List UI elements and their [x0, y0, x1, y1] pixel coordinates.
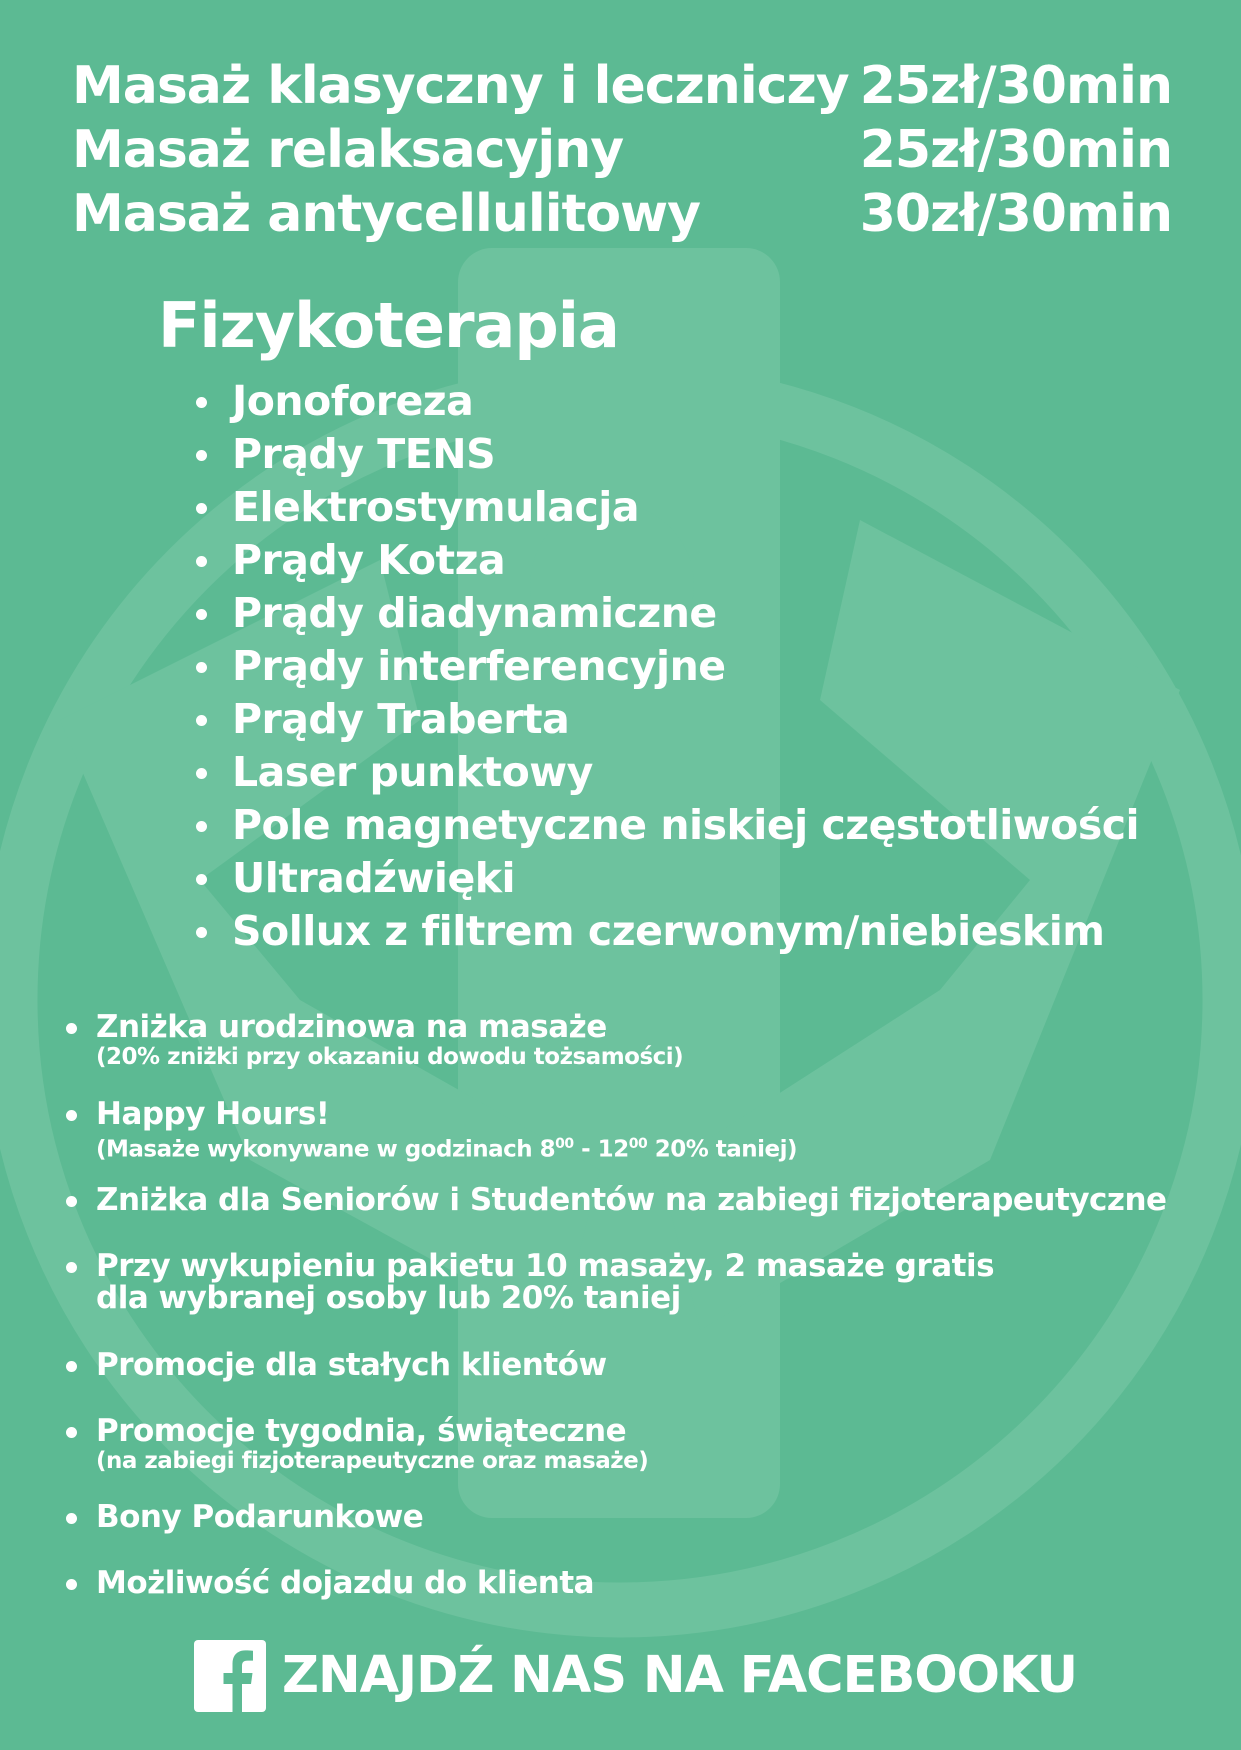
promo-seniors-students: [64, 1183, 1226, 1217]
service-name: Masaż klasyczny i leczniczy: [72, 56, 849, 116]
bullet-icon: [66, 1579, 77, 1590]
promo-title: Bony Podarunkowe: [96, 1499, 424, 1535]
therapy-item: Sollux z filtrem czerwonym/niebieskim: [194, 905, 1139, 958]
promo-note-part: 20% taniej): [647, 1136, 798, 1163]
promo-title: Zniżka dla Seniorów i Studentów na zabiegi fizjoterapeutyczne: [96, 1182, 1167, 1218]
promo-happy-hours: [64, 1097, 1226, 1163]
bullet-icon: [66, 1427, 77, 1438]
service-name: Masaż antycellulitowy: [72, 184, 701, 244]
bullet-icon: [66, 1361, 77, 1372]
promo-birthday-discount: [64, 1010, 1226, 1070]
therapy-item: Prądy Kotza: [194, 534, 1139, 587]
facebook-label[interactable]: ZNAJDŹ NAS NA FACEBOOKU: [282, 1646, 1078, 1705]
therapy-item: Prądy interferencyjne: [194, 640, 1139, 693]
therapy-item: Pole magnetyczne niskiej częstotliwości: [194, 799, 1139, 852]
promo-weekly-holiday: [64, 1414, 1226, 1474]
therapy-item: Jonoforeza: [194, 375, 1139, 428]
service-price: 30zł/30min: [859, 184, 1172, 244]
promo-note-part: (Masaże wykonywane w godzinach 8: [96, 1136, 556, 1163]
bullet-icon: [66, 1196, 77, 1207]
price-row-anticellulite-massage: [72, 182, 1172, 246]
therapy-item: Laser punktowy: [194, 746, 1139, 799]
promo-massage-package: [64, 1248, 1226, 1316]
bullet-icon: [66, 1023, 77, 1034]
promo-note: [96, 1131, 1226, 1163]
price-row-classic-massage: [72, 54, 1172, 118]
promo-note-part: - 12: [573, 1136, 629, 1163]
bullet-icon: [66, 1110, 77, 1121]
promo-gift-vouchers: [64, 1500, 1226, 1534]
bullet-icon: [66, 1513, 77, 1524]
promo-loyal-clients: [64, 1348, 1226, 1382]
therapy-list: [194, 375, 1139, 958]
service-price: 25zł/30min: [859, 120, 1172, 180]
section-title-physiotherapy: Fizykoterapia: [158, 289, 619, 362]
therapy-item: Prądy Traberta: [194, 693, 1139, 746]
promo-title: Przy wykupieniu pakietu 10 masaży, 2 masaże gratis: [96, 1248, 995, 1284]
promo-title: Możliwość dojazdu do klienta: [96, 1565, 595, 1601]
promo-home-visits: [64, 1566, 1226, 1600]
bullet-icon: [66, 1262, 77, 1273]
promo-title: Promocje tygodnia, świąteczne: [96, 1413, 627, 1449]
promo-title: Happy Hours!: [96, 1096, 330, 1132]
therapy-item: Prądy TENS: [194, 428, 1139, 481]
promo-title: Promocje dla stałych klientów: [96, 1347, 607, 1383]
promo-title: Zniżka urodzinowa na masaże: [96, 1009, 607, 1045]
service-name: Masaż relaksacyjny: [72, 120, 624, 180]
price-row-relaxing-massage: [72, 118, 1172, 182]
service-price: 25zł/30min: [859, 56, 1172, 116]
therapy-item: Ultradźwięki: [194, 852, 1139, 905]
therapy-item: Prądy diadynamiczne: [194, 587, 1139, 640]
facebook-icon: [194, 1640, 266, 1712]
therapy-item: Elektrostymulacja: [194, 481, 1139, 534]
promo-note: (na zabiegi fizjoterapeutyczne oraz masaże): [96, 1448, 649, 1474]
promo-title-continued: dla wybranej osoby lub 20% taniej: [96, 1280, 681, 1316]
hour-superscript: 00: [628, 1136, 648, 1152]
hour-superscript: 00: [555, 1136, 574, 1152]
promo-note: (20% zniżki przy okazaniu dowodu tożsamości): [96, 1044, 684, 1070]
